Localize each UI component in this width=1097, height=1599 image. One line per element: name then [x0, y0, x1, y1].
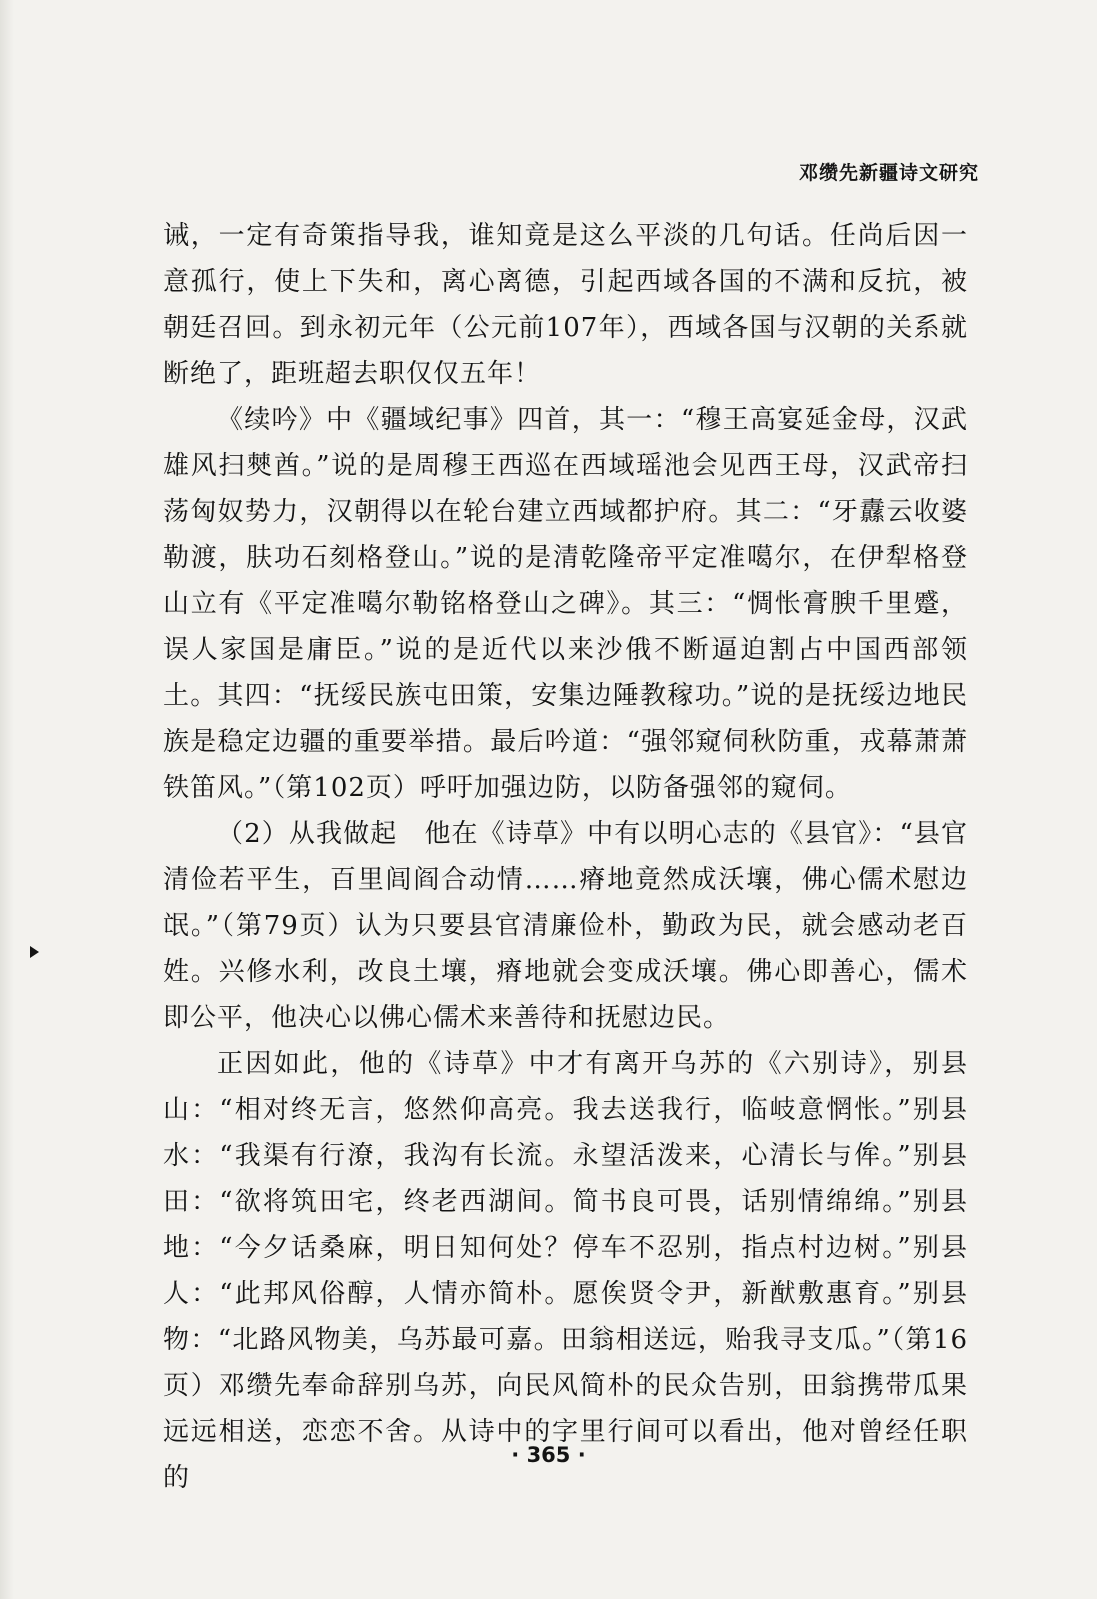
scan-edge [0, 0, 14, 1599]
body-text [163, 213, 968, 1501]
running-head: 邓缵先新疆诗文研究 [798, 162, 979, 184]
page-number: · 365 · [511, 1443, 586, 1467]
paragraph-3: （2）从我做起 他在《诗草》中有以明心志的《县官》：“县官清俭若平生，百里闾阎合动情……瘠地竟然成沃壤，佛心儒术慰边氓。”（第79页）认为只要县官清廉俭朴，勤政为民，就会感动老百姓。兴修水利，改良土壤，瘠地就会变成沃壤。佛心即善心，儒术即公平，他决心以佛心儒术来善待和抚慰边民。 [163, 819, 968, 1033]
paragraph-1: 诫，一定有奇策指导我，谁知竟是这么平淡的几句话。任尚后因一意孤行，使上下失和，离心离德，引起西域各国的不满和反抗，被朝廷召回。到永初元年（公元前107年），西域各国与汉朝的关系就断绝了，距班超去职仅仅五年！ [163, 221, 968, 389]
margin-marker-icon [30, 946, 39, 958]
paragraph-4: 正因如此，他的《诗草》中才有离开乌苏的《六别诗》，别县山：“相对终无言，悠然仰高亮。我去送我行，临岐意惘怅。”别县水：“我渠有行潦，我沟有长流。永望活泼来，心清长与侔。”别县田：“欲将筑田宅，终老西湖间。简书良可畏，话别情绵绵。”别县地：“今夕话桑麻，明日知何处？停车不忍别，指点村边树。”别县人：“此邦风俗醇，人情亦简朴。愿俟贤令尹，新猷敷惠育。”别县物：“北路风物美，乌苏最可嘉。田翁相送远，贻我寻支瓜。”（第16页）邓缵先奉命辞别乌苏，向民风简朴的民众告别，田翁携带瓜果远远相送，恋恋不舍。从诗中的字里行间可以看出，他对曾经任职的 [163, 1049, 968, 1493]
paragraph-2: 《续吟》中《疆域纪事》四首，其一：“穆王高宴延金母，汉武雄风扫僰酋。”说的是周穆王西巡在西域瑶池会见西王母，汉武帝扫荡匈奴势力，汉朝得以在轮台建立西域都护府。其二：“牙纛云收婆勒渡，肤功石刻格登山。”说的是清乾隆帝平定准噶尔，在伊犁格登山立有《平定准噶尔勒铭格登山之碑》。其三：“惆怅膏腴千里蹙，误人家国是庸臣。”说的是近代以来沙俄不断逼迫割占中国西部领土。其四：“抚绥民族屯田策，安集边陲教稼功。”说的是抚绥边地民族是稳定边疆的重要举措。最后吟道：“强邻窥伺秋防重，戎幕萧萧铁笛风。”（第102页）呼吁加强边防，以防备强邻的窥伺。 [163, 405, 968, 803]
